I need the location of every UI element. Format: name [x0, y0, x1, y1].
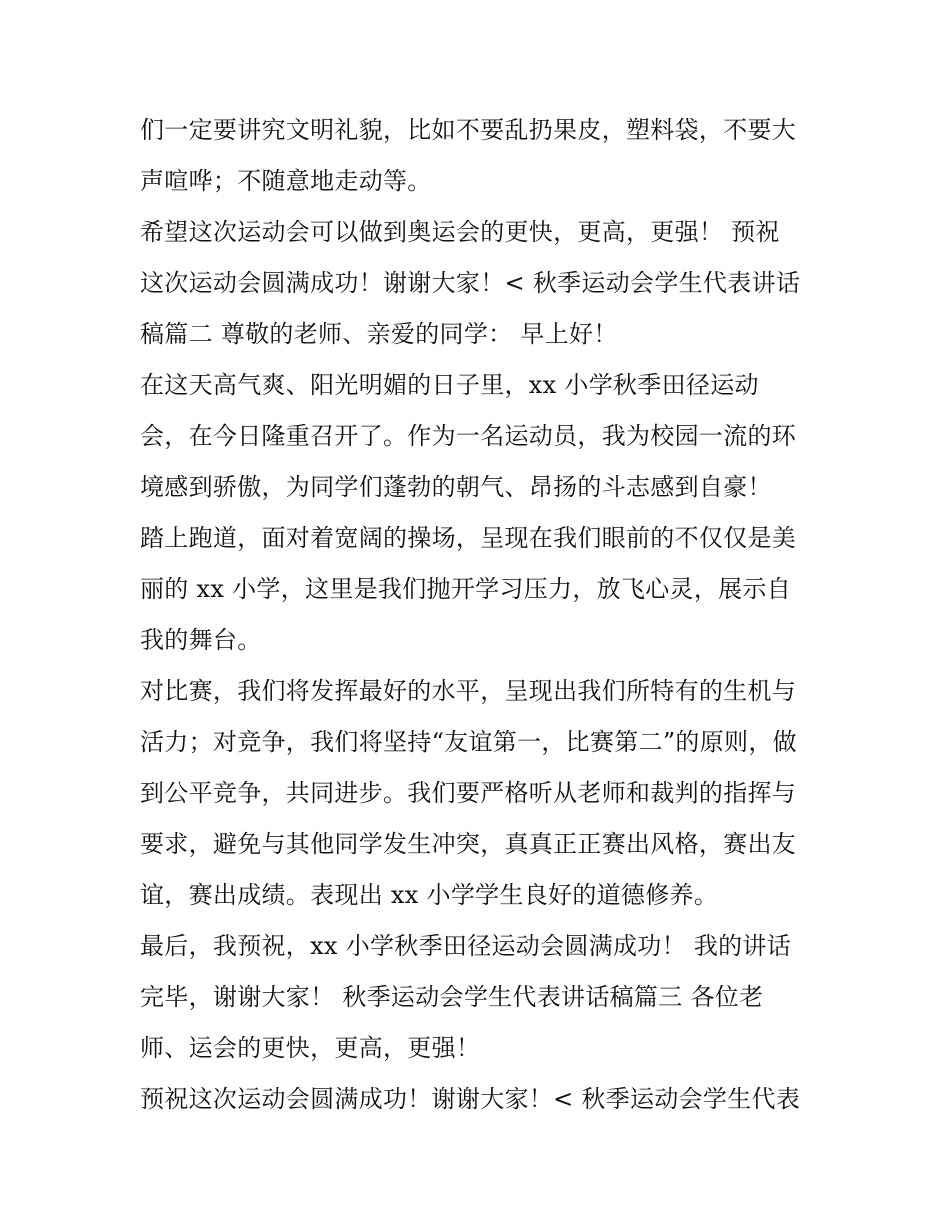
text-line: 要求，避免与其他同学发生冲突，真真正正赛出风格，赛出友	[140, 830, 797, 858]
text-line: 丽的 xx 小学，这里是我们抛开学习压力，放飞心灵，展示自	[140, 575, 792, 603]
text-line: 会，在今日隆重召开了。作为一名运动员，我为校园一流的环	[140, 422, 797, 450]
text-line: 这次运动会圆满成功！谢谢大家！< 秋季运动会学生代表讲话	[140, 269, 801, 297]
text-line: 预祝这次运动会圆满成功！谢谢大家！< 秋季运动会学生代表	[140, 1085, 801, 1113]
text-line: 境感到骄傲，为同学们蓬勃的朝气、昂扬的斗志感到自豪！	[140, 473, 772, 501]
speech-text-body	[140, 105, 830, 1125]
text-line: 师、运会的更快，更高，更强！	[140, 1034, 481, 1062]
text-line: 最后，我预祝，xx 小学秋季田径运动会圆满成功！ 我的讲话	[140, 932, 792, 960]
text-line: 到公平竞争，共同进步。我们要严格听从老师和裁判的指挥与	[140, 779, 797, 807]
text-line: 谊，赛出成绩。表现出 xx 小学学生良好的道德修养。	[140, 881, 719, 909]
text-line: 希望这次运动会可以做到奥运会的更快，更高，更强！ 预祝	[140, 218, 780, 246]
text-line: 声喧哗；不随意地走动等。	[140, 167, 432, 195]
text-line: 踏上跑道，面对着宽阔的操场，呈现在我们眼前的不仅仅是美	[140, 524, 797, 552]
text-line: 们一定要讲究文明礼貌，比如不要乱扔果皮，塑料袋，不要大	[140, 116, 797, 144]
text-line: 对比赛，我们将发挥最好的水平，呈现出我们所特有的生机与	[140, 677, 797, 705]
text-line: 活力；对竞争，我们将坚持“友谊第一，比赛第二”的原则，做	[140, 728, 797, 756]
text-line: 我的舞台。	[140, 626, 262, 654]
text-line: 稿篇二 尊敬的老师、亲爱的同学： 早上好！	[140, 320, 618, 348]
text-line: 完毕，谢谢大家！ 秋季运动会学生代表讲话稿篇三 各位老	[140, 983, 764, 1011]
text-line: 在这天高气爽、阳光明媚的日子里，xx 小学秋季田径运动	[140, 371, 759, 399]
